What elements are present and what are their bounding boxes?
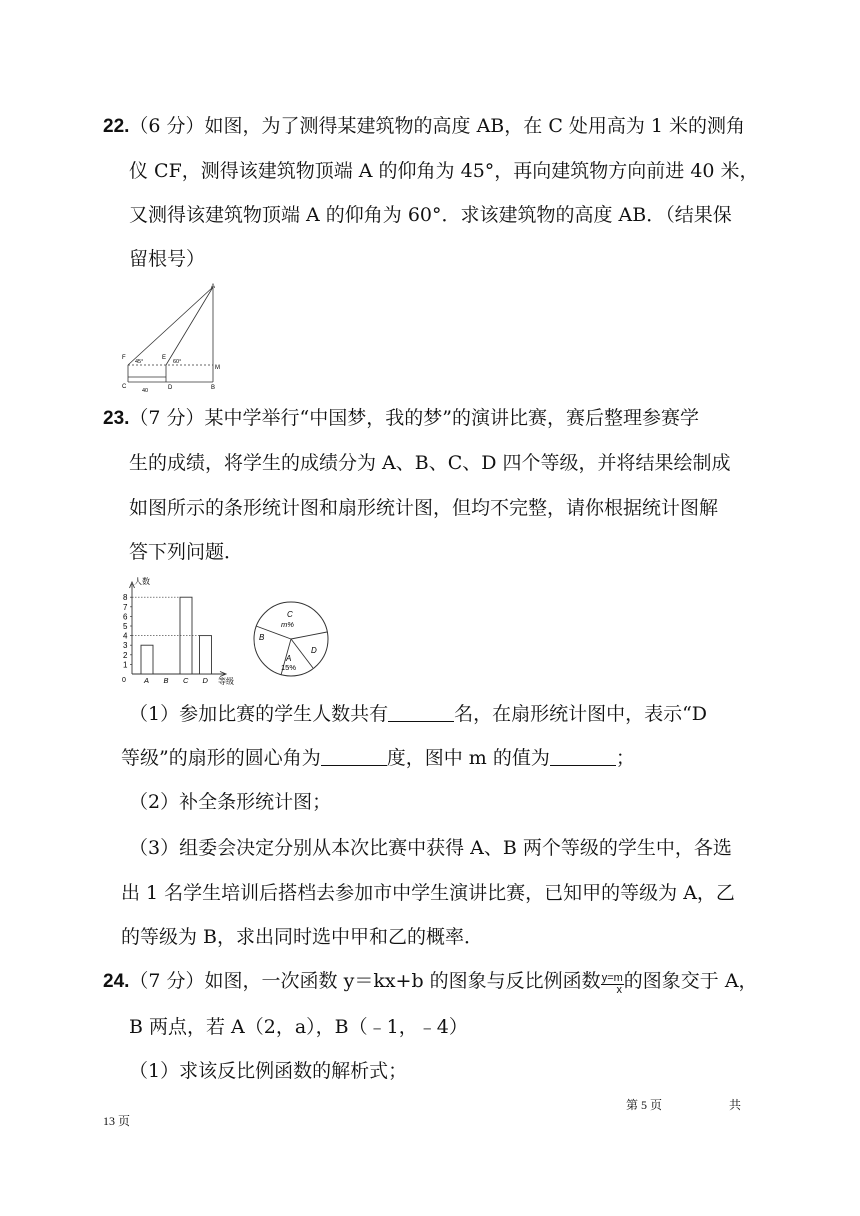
q23-bar-chart [114,576,244,686]
answer-blank-m[interactable] [550,747,616,766]
x-tick-label: A [144,676,150,685]
bar-A [141,645,153,674]
answer-blank-angle[interactable] [321,747,387,766]
q22-line2: 仪 CF，测得该建筑物顶端 A 的仰角为 45°，再向建筑物方向前进 40 米， [129,160,759,182]
x-tick-label: C [183,676,189,685]
y-tick-label: 3 [123,641,128,651]
y-tick-label: 8 [123,593,128,603]
pie-label-C: C [287,610,293,619]
label-60: 60° [173,359,182,365]
q23-line4: 答下列问题． [129,541,244,563]
pie-label-15: 15% [281,663,297,672]
y-tick-label: 7 [123,602,128,612]
y-tick-label: 6 [123,612,128,622]
q22-figure [118,283,228,393]
answer-blank-total[interactable] [388,703,454,722]
q23-sub3-line3: 的等级为 B，求出同时选中甲和乙的概率． [121,926,484,948]
q23-sub3-line1: （3）组委会决定分别从本次比赛中获得 A、B 两个等级的学生中，各选 [129,837,732,859]
label-45: 45° [135,359,144,365]
x-axis-label: 等级 [218,677,234,686]
label-M: M [215,365,220,371]
q23-sub2: （2）补全条形统计图； [129,791,332,813]
footer-total-label: 共 [729,1098,742,1112]
origin-label: 0 [122,677,126,684]
fraction-m-over-x: $\frac{y=m}{x}$ [601,972,623,996]
label-A: A [211,284,216,290]
label-C: C [122,384,127,390]
label-F: F [122,355,126,361]
x-tick-label: D [202,676,208,685]
q23-line1: 23.（7 分）某中学举行“中国梦，我的梦”的演讲比赛，赛后整理参赛学 [103,407,699,429]
label-B: B [211,385,216,391]
q23-sub1-line2: 等级”的扇形的圆心角为 度，图中 m 的值为 ； [121,747,635,769]
q22-line1: 22.（6 分）如图，为了测得某建筑物的高度 AB，在 C 处用高为 1 米的测角 [103,115,746,137]
q23-sub3-line2: 出 1 名学生培训后搭档去参加市中学生演讲比赛，已知甲的等级为 A，乙 [121,882,735,904]
y-tick-label: 5 [123,622,128,631]
label-40: 40 [142,388,149,393]
q23-line2: 生的成绩，将学生的成绩分为 A、B、C、D 四个等级，并将结果绘制成 [129,452,731,474]
pie-label-B: B [259,633,265,642]
y-tick-label: 1 [123,660,128,670]
q23-pie-chart [250,598,332,680]
pie-label-A: A [286,654,292,663]
q22-line3: 又测得该建筑物顶端 A 的仰角为 60°．求该建筑物的高度 AB．（结果保 [129,204,732,226]
q22-line4: 留根号） [129,248,206,270]
y-tick-label: 4 [123,631,128,641]
y-tick-label: 2 [123,650,128,660]
x-tick-label: B [163,676,169,685]
label-D: D [168,385,173,391]
y-axis-label: 人数 [134,577,150,586]
q24-line2: B 两点，若 A（2，a），B（﹣1，﹣4） [129,1016,468,1038]
pie-label-D: D [311,646,317,655]
label-E: E [162,355,167,361]
q24-sub1: （1）求该反比例函数的解析式； [129,1060,408,1082]
q24-line1: 24.（7 分）如图，一次函数 y＝kx+b 的图象与反比例函数 $\frac{y=m}{x}$ 的图象交于 A， [103,970,758,996]
pie-label-m: m% [281,620,294,629]
q23-sub1-line1: （1）参加比赛的学生人数共有 名，在扇形统计图中，表示“D [129,703,708,725]
footer-total-pages: 13 页 [103,1114,131,1128]
bar-D [200,636,212,674]
q23-line3: 如图所示的条形统计图和扇形统计图，但均不完整，请你根据统计图解 [129,497,719,519]
footer-page-number: 第 5 页 [626,1098,663,1112]
